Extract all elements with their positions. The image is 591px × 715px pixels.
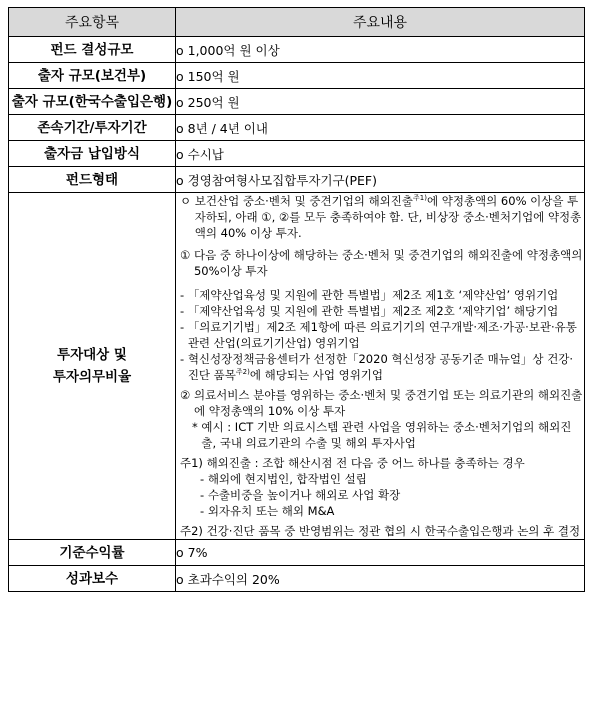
row-value: o 8년 / 4년 이내	[176, 115, 585, 141]
condition-2-marker: ②	[180, 388, 194, 402]
table-header-row	[9, 8, 585, 37]
row-label: 출자 규모(보건부)	[9, 63, 176, 89]
condition-1-item: 「제약산업육성 및 지원에 관한 특별법」제2조 제2호 ‘제약기업’ 해당기업	[187, 304, 559, 318]
row-label: 성과보수	[9, 566, 176, 592]
table-row	[9, 37, 585, 63]
condition-1-marker: ①	[180, 248, 194, 262]
row-label: 출자금 납입방식	[9, 141, 176, 167]
condition-1-item4-b: 에 해당되는 사업 영위기업	[249, 368, 384, 382]
list-item	[176, 471, 584, 487]
row-label: 기준수익률	[9, 540, 176, 566]
condition-2	[176, 387, 584, 419]
table-row	[9, 141, 585, 167]
table-row	[9, 540, 585, 566]
footnote-ref-2: 주2)	[235, 368, 250, 377]
condition-1-item4-a: 혁신성장정책금융센터가 선정한「2020 혁신성장 공동기준 매뉴얼」상 건강·진단 품목	[187, 352, 574, 382]
row-label: 펀드 결성규모	[9, 37, 176, 63]
condition-2-example-text: 예시 : ICT 기반 의료시스템 관련 사업을 영위하는 중소·벤처기업의 해외진출, 국내 의료기관의 수출 및 해외 투자사업	[201, 420, 572, 450]
asterisk-marker: *	[192, 420, 202, 434]
intro-bullet: ㅇ	[180, 194, 195, 208]
list-item	[176, 287, 584, 303]
footnote-ref-1: 주1)	[413, 194, 427, 203]
investment-label-line1: 투자대상 및	[57, 347, 127, 363]
list-item	[176, 319, 584, 351]
dash-marker: -	[180, 352, 188, 366]
table-row	[9, 167, 585, 193]
condition-1-text: 다음 중 하나이상에 해당하는 중소·벤처 및 중견기업의 해외진출에 약정총액의 50%이상 투자	[193, 248, 583, 278]
row-label: 펀드형태	[9, 167, 176, 193]
row-value: o 초과수익의 20%	[176, 566, 585, 592]
investment-content	[176, 193, 585, 540]
footnote-1-item: 해외에 현지법인, 합작법인 설립	[207, 472, 367, 486]
table-row	[9, 566, 585, 592]
investment-row	[9, 193, 585, 540]
condition-1	[176, 247, 584, 279]
footnote-2-text: 건강·진단 품목 중 반영범위는 정관 협의 시 한국수출입은행과 논의 후 결정	[206, 524, 581, 538]
intro-text-a: 보건산업 중소·벤처 및 중견기업의 해외진출	[194, 194, 414, 208]
intro-text-b: 에 약정총액의 60% 이상을 투자하되, 아래 ①, ②를 모두 충족하여야 함. 단, 비상장 중소·벤처기업에 약정총액의 40% 이상 투자.	[194, 194, 582, 240]
header-item: 주요항목	[9, 8, 176, 37]
row-label: 존속기간/투자기간	[9, 115, 176, 141]
dash-marker: -	[200, 504, 208, 518]
footnote-1-item: 수출비중을 높이거나 해외로 사업 확장	[207, 488, 401, 502]
table-row	[9, 115, 585, 141]
list-item	[176, 487, 584, 503]
row-value: o 7%	[176, 540, 585, 566]
investment-label	[9, 193, 176, 540]
footnote-2	[176, 523, 584, 539]
footnote-1-text: 해외진출 : 조합 해산시점 전 다음 중 어느 하나를 충족하는 경우	[206, 456, 525, 470]
dash-marker: -	[180, 288, 188, 302]
dash-marker: -	[180, 320, 188, 334]
row-value: o 경영참여형사모집합투자기구(PEF)	[176, 167, 585, 193]
condition-1-item: 「제약산업육성 및 지원에 관한 특별법」제2조 제1호 ‘제약산업’ 영위기업	[187, 288, 559, 302]
header-content: 주요내용	[176, 8, 585, 37]
footnote-1-marker: 주1)	[180, 456, 207, 470]
condition-1-item: 「의료기기법」제2조 제1항에 따른 의료기기의 연구개발·제조·가공·보관·유통 관련 산업(의료기기산업) 영위기업	[187, 320, 577, 350]
condition-2-example	[176, 419, 584, 451]
table-row	[9, 63, 585, 89]
table-row	[9, 89, 585, 115]
dash-marker: -	[180, 304, 188, 318]
row-value: o 1,000억 원 이상	[176, 37, 585, 63]
footnote-1	[176, 455, 584, 471]
list-item	[176, 351, 584, 383]
intro-paragraph	[176, 193, 584, 241]
footnote-1-item: 외자유치 또는 해외 M&A	[207, 504, 335, 518]
investment-label-line2: 투자의무비율	[52, 369, 132, 385]
row-value: o 수시납	[176, 141, 585, 167]
list-item	[176, 503, 584, 519]
row-value: o 250억 원	[176, 89, 585, 115]
dash-marker: -	[200, 488, 208, 502]
dash-marker: -	[200, 472, 208, 486]
list-item	[176, 303, 584, 319]
footnote-2-marker: 주2)	[180, 524, 207, 538]
fund-spec-table	[8, 7, 585, 592]
row-label: 출자 규모(한국수출입은행)	[9, 89, 176, 115]
condition-2-text: 의료서비스 분야를 영위하는 중소·벤처 및 중견기업 또는 의료기관의 해외진출에 약정총액의 10% 이상 투자	[193, 388, 583, 418]
row-value: o 150억 원	[176, 63, 585, 89]
